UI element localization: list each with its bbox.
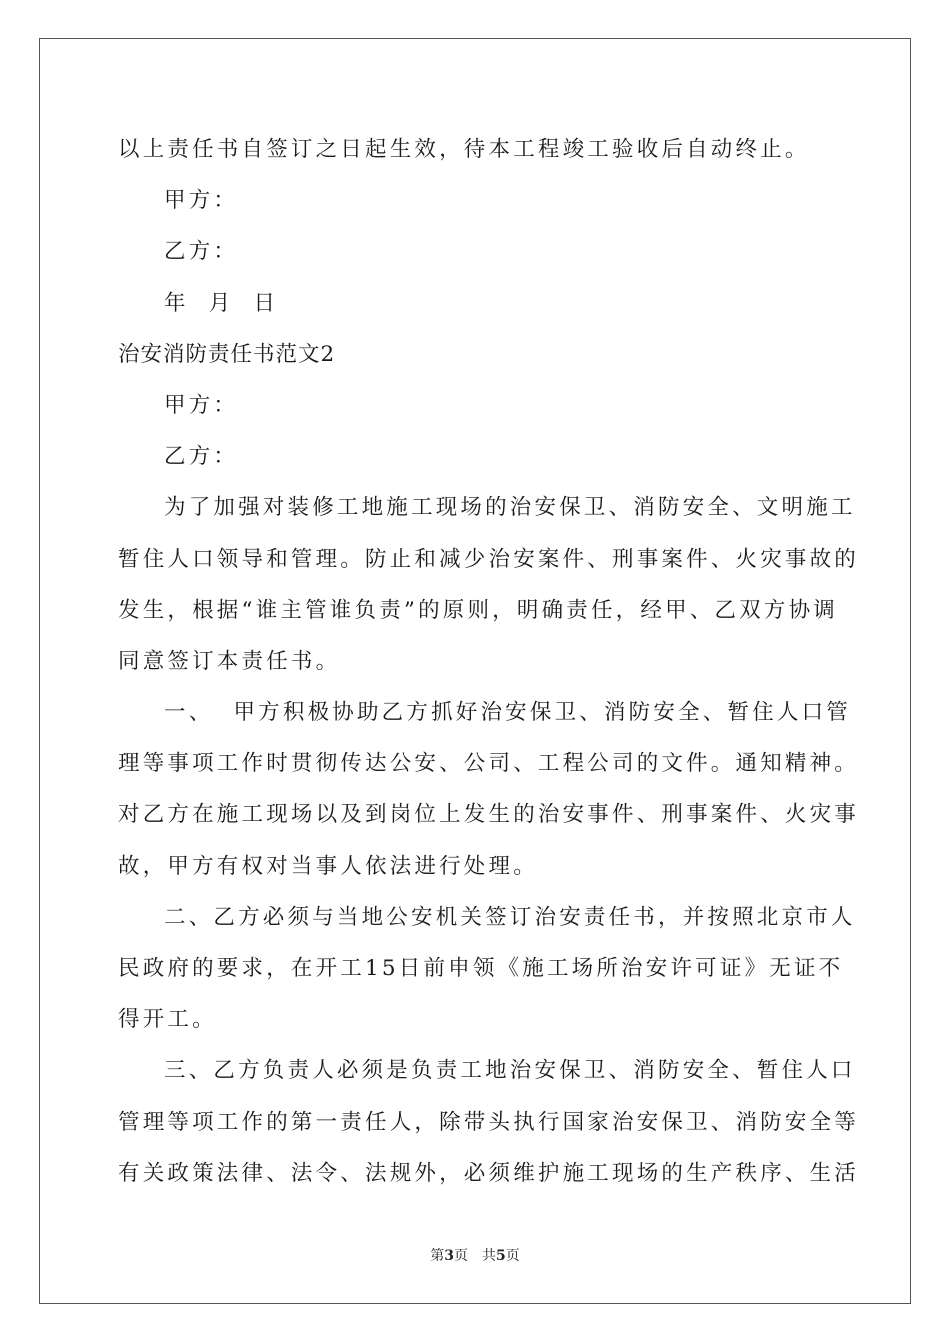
page-current: 3: [444, 1248, 454, 1264]
section-title: 治安消防责任书范文2: [118, 341, 336, 367]
text-line: 甲方：: [164, 392, 239, 418]
text-line: 暂住人口领导和管理。防止和减少治安案件、刑事案件、火灾事故的: [118, 546, 860, 572]
page-suffix: 页: [454, 1248, 468, 1264]
page-footer: [0, 1245, 950, 1265]
page-total: 5: [496, 1248, 506, 1264]
text-line: 年 月 日: [164, 290, 279, 316]
text-line: 为了加强对装修工地施工现场的治安保卫、消防安全、文明施工: [164, 495, 856, 521]
text-line: 二、乙方必须与当地公安机关签订治安责任书，并按照北京市人: [164, 904, 856, 930]
text-line: 发生，根据“谁主管谁负责”的原则，明确责任，经甲、乙双方协调: [118, 597, 838, 623]
text-line: 一、 甲方积极协助乙方抓好治安保卫、消防安全、暂住人口管: [164, 700, 851, 726]
text-line: 民政府的要求，在开工15日前申领《施工场所治安许可证》无证不: [118, 956, 844, 981]
text-line: 乙方：: [164, 239, 239, 265]
total-suffix: 页: [505, 1248, 520, 1264]
total-prefix: 共: [482, 1248, 496, 1264]
text-line: 得开工。: [118, 1007, 217, 1033]
text-line: 乙方：: [164, 444, 239, 470]
page-prefix: 第: [430, 1248, 445, 1264]
text-line: 故，甲方有权对当事人依法进行处理。: [118, 853, 538, 879]
text-line: 理等事项工作时贯彻传达公安、公司、工程公司的文件。通知精神。: [118, 751, 860, 777]
document-body: [118, 124, 860, 1199]
text-line: 甲方：: [164, 188, 239, 214]
text-line: 管理等项工作的第一责任人，除带头执行国家治安保卫、消防安全等: [118, 1109, 860, 1135]
text-line: 有关政策法律、法令、法规外，必须维护施工现场的生产秩序、生活: [118, 1160, 860, 1186]
text-line: 以上责任书自签订之日起生效，待本工程竣工验收后自动终止。: [118, 137, 810, 162]
text-line: 同意签订本责任书。: [118, 648, 341, 674]
text-line: 对乙方在施工现场以及到岗位上发生的治安事件、刑事案件、火灾事: [118, 802, 860, 828]
text-line: 三、乙方负责人必须是负责工地治安保卫、消防安全、暂住人口: [164, 1058, 856, 1084]
